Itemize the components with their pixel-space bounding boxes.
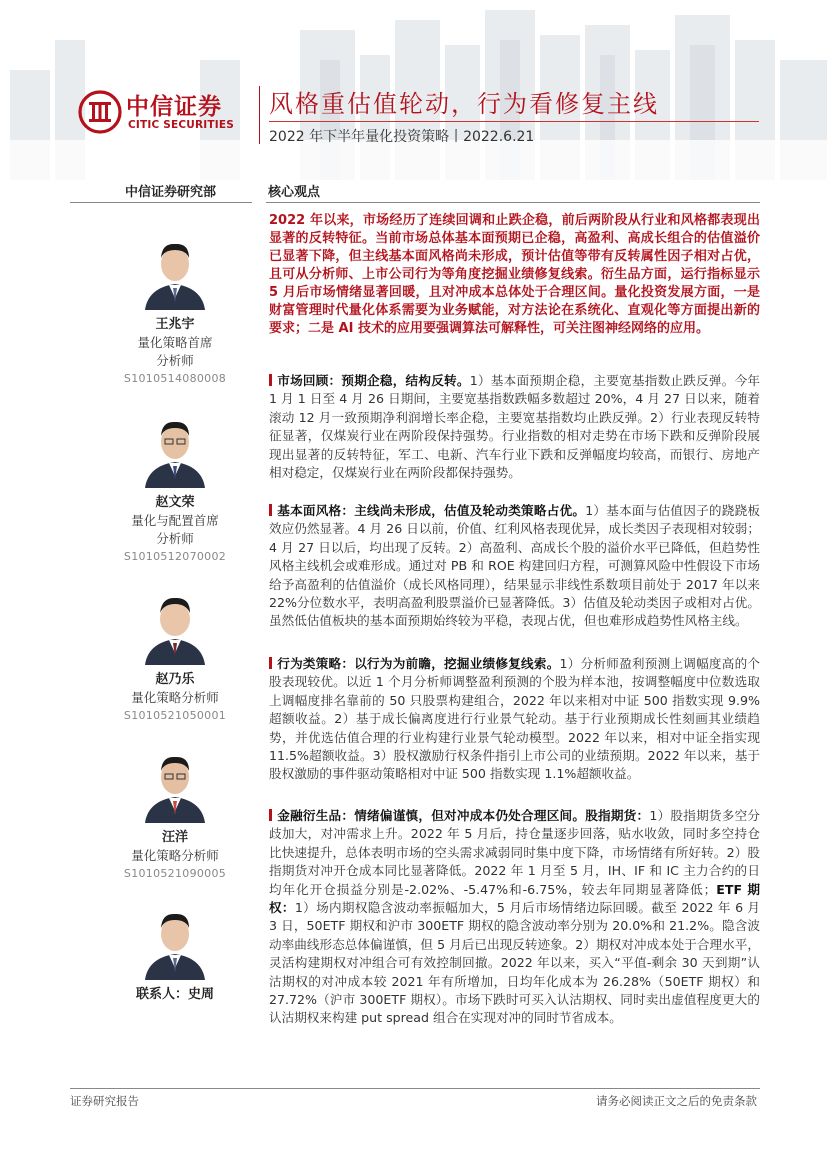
logo-chinese-text: 中信证券	[126, 94, 222, 120]
report-subtitle: 2022 年下半年量化投资策略丨2022.6.21	[269, 129, 535, 145]
research-dept-heading: 中信证券研究部	[125, 185, 217, 200]
contact-name: 联系人：史周	[135, 987, 214, 1002]
section-body: 1）股指期货多空分歧加大，对冲需求上升。2022 年 5 月后，持仓量逐步回落，贴水收敛，同时多空持仓比快速提升，总体表明市场的空头需求减弱同时集中度下降，市场情绪有所好转。2）股指期货对冲开仓成本同比显著降低。2022 年 1 月至 5 月，IH、IF 和 IC 主力合约的日均年化开仓损益分别是-2.02%、-5.47%和-6.75%，较去年同期显著降低；	[269, 808, 761, 897]
section-market-review	[269, 372, 760, 482]
footer-rule	[70, 1088, 760, 1089]
analyst-name: 赵文荣	[155, 495, 195, 510]
footer-disclaimer: 请务必阅读正文之后的免责条款	[596, 1094, 757, 1108]
analyst-card	[100, 228, 250, 387]
analyst-photo	[140, 583, 210, 665]
section-sublead: 股指期货：	[585, 808, 650, 823]
analyst-photo	[140, 741, 210, 823]
core-views-heading: 核心观点	[268, 185, 321, 200]
analyst-role: 量化策略首席	[137, 335, 213, 350]
section-lead: 行为类策略：以行为为前瞻，挖掘业绩修复线索。	[277, 656, 560, 671]
analyst-role: 量化与配置首席	[131, 513, 219, 528]
section-behavior-strategy	[269, 655, 760, 784]
left-heading-rule	[70, 202, 252, 203]
section-bullet-bar	[269, 504, 272, 516]
core-summary: 2022 年以来，市场经历了连续回调和止跌企稳，前后两阶段从行业和风格都表现出显著的反转特征。当前市场总体基本面预期已企稳，高盈利、高成长组合的估值溢价已显著下降，但主线基本面风格尚未形成，预计估值等带有反转属性因子相对占优，且可从分析师、上市公司行为等角度挖掘业绩修复线索。衍生品方面，运行指标显示 5 月后市场情绪显著回暖，且对冲成本总体处于合理区间。量化投资发展方面，一是财富管理时代量化体系需要为业务赋能，对方法论在系统化、直观化等方面提出新的要求；二是 AI 技术的应用要强调算法可解释性，可关注图神经网络的应用。	[269, 213, 760, 336]
report-title: 风格重估值轮动，行为看修复主线	[269, 90, 659, 118]
analyst-license-id: S1010514080008	[123, 372, 227, 385]
section-derivatives	[269, 807, 760, 1028]
analyst-name: 王兆宇	[155, 317, 195, 332]
section-bullet-bar	[269, 374, 272, 386]
analyst-role: 分析师	[156, 353, 194, 368]
section-bullet-bar	[269, 657, 272, 669]
section-lead: 基本面风格：主线尚未形成，估值及轮动类策略占优。	[277, 503, 586, 518]
contact-photo	[140, 898, 210, 980]
section-lead: 市场回顾：预期企稳，结构反转。	[277, 373, 470, 388]
section-body: 1）分析师盈利预测上调幅度高的个股表现较优。以近 1 个月分析师调整盈利预测的个股为样本池，按调整幅度中位数选取上调幅度排名靠前的 50 只股票构建组合，2022 年以来相对中证 500 指数实现 9.9%超额收益。2）基于成长偏离度进行行业景气轮动。基于行业预期成长性刻画其业绩趋势，并优选估值合理的行业构建行业景气轮动模型。2022 年以来，相对中证全指实现 11.5%超额收益。3）股权激励行权条件指引上市公司的业绩预期。2022 年以来，基于股权激励的事件驱动策略相对中证 500 指数实现 1.1%超额收益。	[269, 656, 761, 782]
analyst-role: 量化策略分析师	[131, 848, 219, 863]
footer-report-type: 证券研究报告	[70, 1094, 139, 1108]
logo-english-text: CITIC SECURITIES	[128, 119, 235, 131]
analyst-name: 汪洋	[161, 830, 188, 845]
analyst-photo	[140, 406, 210, 488]
analyst-card	[100, 741, 250, 882]
section-sublead: ETF 期权：	[269, 881, 760, 916]
header-divider	[259, 86, 260, 144]
analyst-card	[100, 406, 250, 565]
analyst-name: 赵乃乐	[155, 672, 195, 687]
analyst-card	[100, 583, 250, 724]
analyst-license-id: S1010521090005	[123, 867, 227, 880]
citic-logo-icon	[78, 90, 122, 134]
analyst-role: 量化策略分析师	[131, 690, 219, 705]
section-body: 1）场内期权隐含波动率振幅加大，5 月后市场情绪边际回暖。截至 2022 年 6 月 3 日，50ETF 期权和沪市 300ETF 期权的隐含波动率分别为 20.0%和 21.2%。隐含波动率曲线形态总体偏谨慎，但 5 月后已出现反转迹象。2）期权对冲成本处于合理水平，灵活构建期权对冲组合可有效控制回撤。2022 年以来，买入“平值-剩余 30 天到期”认沽期权的对冲成本较 2021 年有所增加，日均年化成本为 26.28%（50ETF 期权）和 27.72%（沪市 300ETF 期权）。市场下跌时可买入认沽期权、同时卖出虚值程度更大的认沽期权来构建 put spread 组合在实现对冲的同时节省成本。	[269, 900, 761, 1026]
title-underline	[269, 121, 759, 122]
contact-card	[100, 898, 250, 1004]
citic-logo	[78, 88, 248, 138]
section-body: 1）基本面与估值因子的跷跷板效应仍然显著。4 月 26 日以前，价值、红利风格表现优异，成长类因子表现相对较弱；4 月 27 日以后，均出现了反转。2）高盈利、高成长个股的溢价水平已降低，但趋势性风格主线机会或难形成。通过对 PB 和 ROE 构建回归方程，可测算风险中性假设下市场给予高盈利的估值溢价（成长风格同理），结果显示非线性系数项目前处于 2017 年以来 22%分位数水平，表明高盈利股票溢价已显著降低。3）估值及轮动类因子或相对占优。虽然低估值板块的基本面预期始终较为平稳，表现占优，但也难形成趋势性风格主线。	[269, 503, 761, 629]
right-heading-rule	[266, 202, 760, 203]
section-body: 1）基本面预期企稳，主要宽基指数止跌反弹。今年 1 月 1 日至 4 月 26 日期间，主要宽基指数跌幅多数超过 20%，4 月 27 日以来，随着滚动 12 月一致预期净利润增长率企稳，主要宽基指数均止跌反弹。2）行业表现反转特征显著，仅煤炭行业在两阶段保持强势。行业指数的相对走势在市场下跌和反弹阶段展现出显著的反转特征，军工、电新、汽车行业下跌和反弹幅度均较高，而银行、房地产相对稳定，仅煤炭行业在两阶段都保持强势。	[269, 373, 760, 481]
analyst-role: 分析师	[156, 531, 194, 546]
analyst-photo	[140, 228, 210, 310]
section-bullet-bar	[269, 809, 272, 821]
section-fundamental-style	[269, 502, 760, 631]
analyst-license-id: S1010512070002	[123, 550, 227, 563]
section-lead: 金融衍生品：情绪偏谨慎，但对冲成本仍处合理区间。	[277, 808, 586, 823]
analyst-license-id: S1010521050001	[123, 709, 227, 722]
